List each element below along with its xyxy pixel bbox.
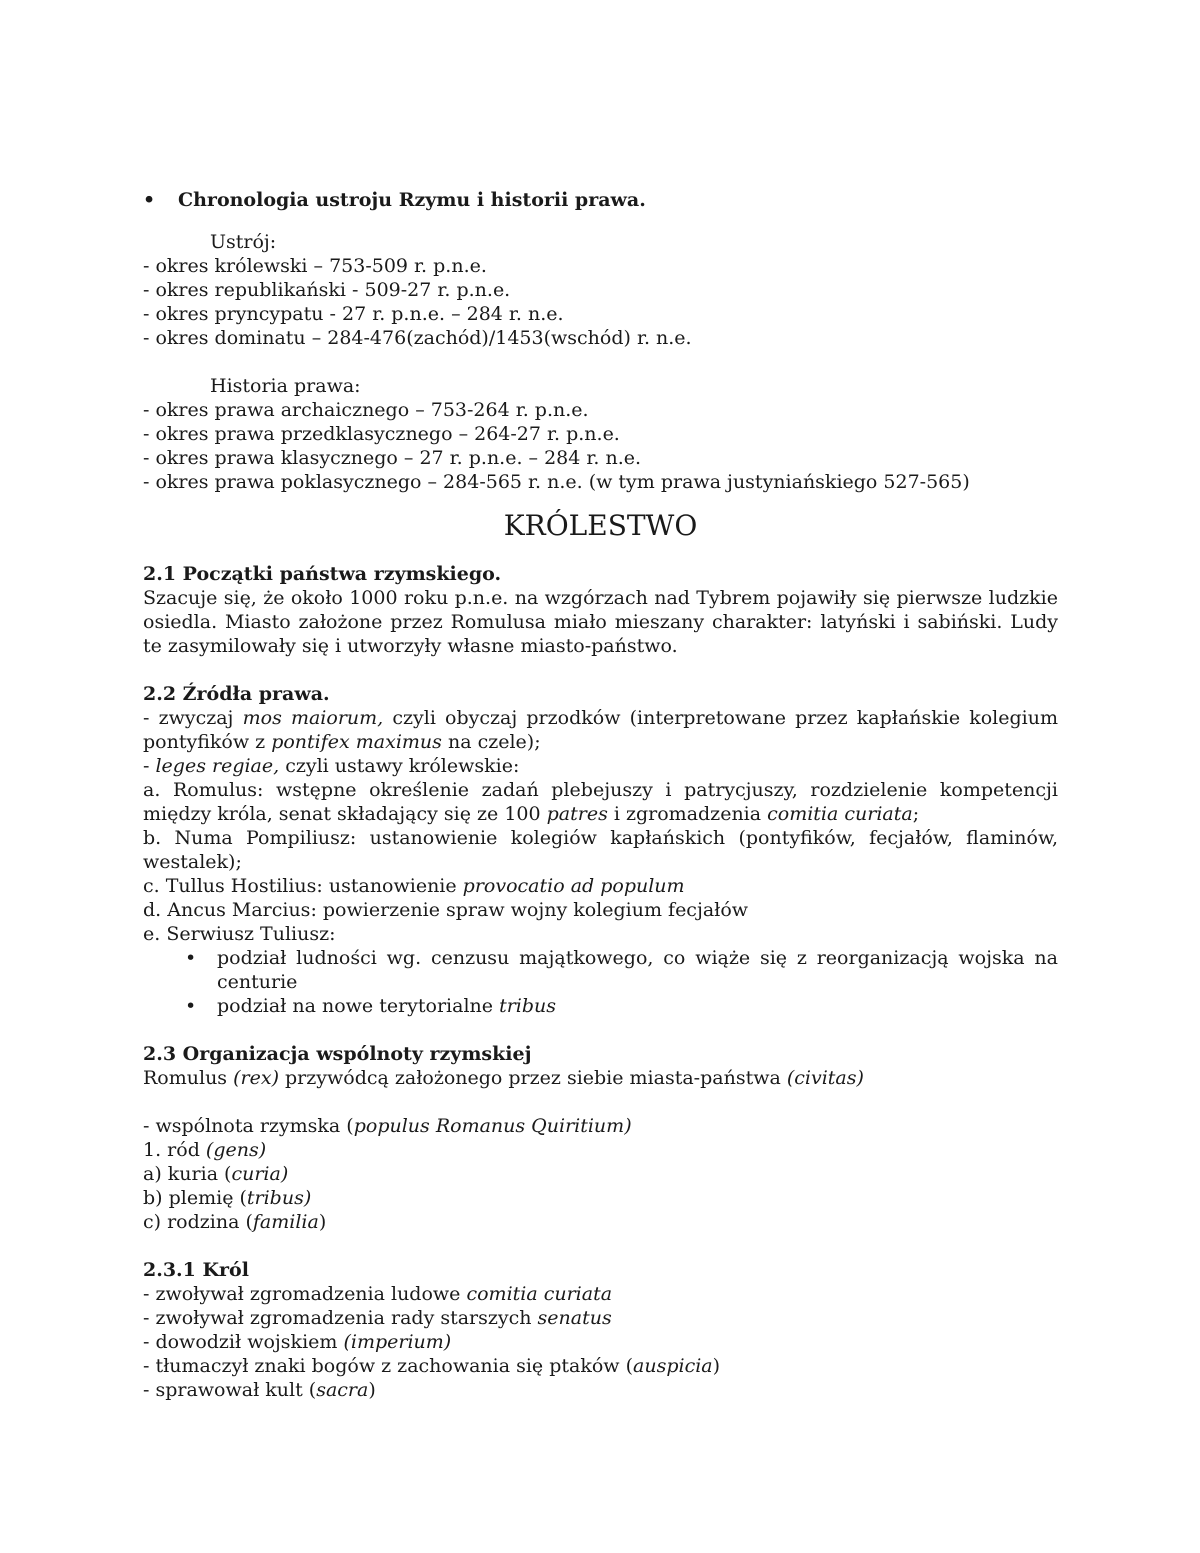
section-2-3-paragraph: 1. ród (gens) xyxy=(143,1139,267,1161)
ustroj-item: - okres pryncypatu - 27 r. p.n.e. – 284 r. n.e. xyxy=(143,303,564,325)
section-2-3-1-heading: 2.3.1 Król xyxy=(143,1259,249,1281)
historia-item: - okres prawa przedklasycznego – 264-27 r. p.n.e. xyxy=(143,423,620,445)
ustroj-item: - okres królewski – 753-509 r. p.n.e. xyxy=(143,255,487,277)
section-2-2-paragraph: - leges regiae, czyli ustawy królewskie: xyxy=(143,755,520,777)
section-2-2-heading: 2.2 Źródła prawa. xyxy=(143,683,330,705)
historia-item: - okres prawa poklasycznego – 284-565 r. n.e. (w tym prawa justyniańskiego 527-565) xyxy=(143,471,970,493)
main-title: KRÓLESTWO xyxy=(503,509,698,542)
section-2-3-paragraph: c) rodzina (familia) xyxy=(143,1211,327,1233)
historia-item: - okres prawa archaicznego – 753-264 r. p.n.e. xyxy=(143,399,589,421)
historia-item: - okres prawa klasycznego – 27 r. p.n.e. – 284 r. n.e. xyxy=(143,447,642,469)
ustroj-item: - okres republikański - 509-27 r. p.n.e. xyxy=(143,279,511,301)
chronology-title: Chronologia ustroju Rzymu i historii prawa. xyxy=(178,189,646,211)
section-2-3-paragraph: Romulus (rex) przywódcą założonego przez siebie miasta-państwa (civitas) xyxy=(143,1067,864,1089)
bullet-icon: • xyxy=(185,947,197,969)
chronology-heading xyxy=(143,188,1058,212)
krol-item: - zwoływał zgromadzenia ludowe comitia curiata xyxy=(143,1283,613,1305)
section-2-2-paragraph: - zwyczaj mos maiorum, czyli obyczaj przodków (interpretowane przez kapłańskie kolegium pontyfików z pontifex maximus na czele); xyxy=(143,707,1058,753)
document-content xyxy=(143,188,1058,1402)
list-item: • podział na nowe terytorialne tribus xyxy=(185,995,557,1017)
bullet-icon: • xyxy=(143,189,156,211)
section-2-3-paragraph: b) plemię (tribus) xyxy=(143,1187,312,1209)
krol-item: - dowodził wojskiem (imperium) xyxy=(143,1331,452,1353)
krol-item: - tłumaczył znaki bogów z zachowania się ptaków (auspicia) xyxy=(143,1355,721,1377)
historia-label: Historia prawa: xyxy=(210,375,361,397)
section-2-1-text: Szacuje się, że około 1000 roku p.n.e. na wzgórzach nad Tybrem pojawiły się pierwsze ludzkie osiedla. Miasto założone przez Romulusa miało mieszany charakter: latyński i sabiński. Ludy te zasymilowały się i utworzyły własne miasto-państwo. xyxy=(143,587,1058,657)
section-2-3-paragraph: a) kuria (curia) xyxy=(143,1163,289,1185)
list-item: • podział ludności wg. cenzusu majątkowego, co wiąże się z reorganizacją wojska na centurie xyxy=(185,947,1058,993)
section-2-2-paragraph: c. Tullus Hostilius: ustanowienie provocatio ad populum xyxy=(143,875,685,897)
krol-item: - sprawował kult (sacra) xyxy=(143,1379,376,1401)
section-2-1-heading: 2.1 Początki państwa rzymskiego. xyxy=(143,563,502,585)
serwiusz-bullet-list xyxy=(143,946,1058,1018)
section-2-2-paragraph: e. Serwiusz Tuliusz: xyxy=(143,923,336,945)
section-2-3-heading: 2.3 Organizacja wspólnoty rzymskiej xyxy=(143,1043,532,1065)
ustroj-label: Ustrój: xyxy=(210,231,277,253)
krol-item: - zwoływał zgromadzenia rady starszych senatus xyxy=(143,1307,612,1329)
ustroj-item: - okres dominatu – 284-476(zachód)/1453(wschód) r. n.e. xyxy=(143,327,692,349)
section-2-2-paragraph: b. Numa Pompiliusz: ustanowienie kolegiów kapłańskich (pontyfików, fecjałów, flaminów, westalek); xyxy=(143,827,1058,873)
section-2-3-paragraph: - wspólnota rzymska (populus Romanus Quiritium) xyxy=(143,1115,632,1137)
section-2-2-paragraph: d. Ancus Marcius: powierzenie spraw wojny kolegium fecjałów xyxy=(143,899,749,921)
section-2-2-paragraph: a. Romulus: wstępne określenie zadań plebejuszy i patrycjuszy, rozdzielenie kompetencji między króla, senat składający się ze 100 patres i zgromadzenia comitia curiata; xyxy=(143,779,1058,825)
bullet-icon: • xyxy=(185,995,197,1017)
